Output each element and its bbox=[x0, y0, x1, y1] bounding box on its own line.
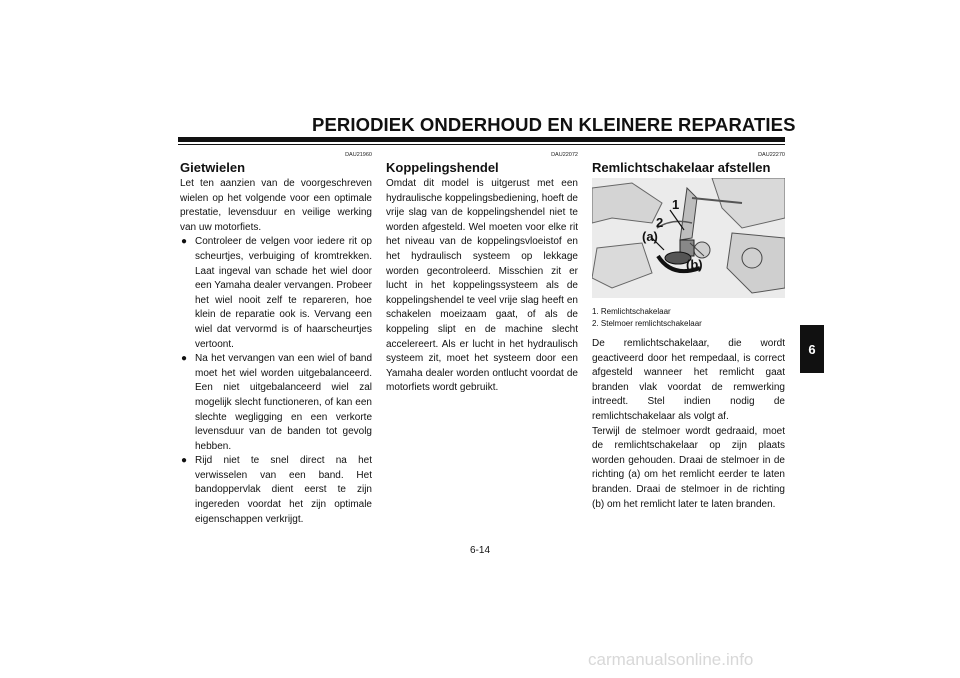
page-number: 6-14 bbox=[469, 545, 490, 556]
bullet-item bbox=[180, 235, 372, 352]
figure-illustration bbox=[592, 178, 785, 298]
section-body: Omdat dit model is uitgerust met een hydraulische koppelingsbediening, hoeft de vrije slag van de koppelingshendel niet te worden afgesteld. Wel moeten voor elke rit het niveau van de koppelingsvloeistof en het hydraulisch systeem op lekkage worden gecontroleerd. Misschien zit er lucht in het koppelingssysteem als de koppelingshendel te veel vrije slag heeft en schakelen moeizaam gaat, of als de koppeling slipt en de machine slecht accelereert. Als er lucht in het hydraulisch systeem zit, moet het systeem door een Yamaha dealer worden ontlucht voordat de motorfiets wordt gebruikt. bbox=[386, 178, 578, 394]
section-remlichtschakelaar bbox=[592, 151, 785, 512]
callout-1: 1 bbox=[672, 197, 680, 212]
section-code: DAU22072 bbox=[551, 152, 578, 158]
header-rule-thin bbox=[178, 144, 785, 145]
section-heading: Remlichtschakelaar afstellen bbox=[592, 160, 771, 175]
callout-b: (b) bbox=[686, 257, 703, 272]
header-rule bbox=[178, 137, 785, 142]
section-gietwielen bbox=[180, 151, 372, 527]
section-koppelingshendel bbox=[386, 151, 578, 396]
section-code: DAU22270 bbox=[758, 152, 785, 158]
bullet-text: Controleer de velgen voor iedere rit op scheurtjes, verbuiging of kromtrekken. Laat ingeval van schade het wiel door een Yamaha dealer vervangen. Probeer het wiel nooit zelf te repareren, hoe klein de reparatie ook is. Vervang een wiel dat vervormd is of haarscheurtjes vertoont. bbox=[195, 236, 372, 350]
bullet-item bbox=[180, 454, 372, 527]
bullet-text: Rijd niet te snel direct na het verwisselen van een band. Het bandoppervlak dient eerst te zijn ingereden voordat het zijn optimale eigenschappen verkrijgt. bbox=[195, 455, 372, 525]
section-body: De remlichtschakelaar, die wordt geactiveerd door het rempedaal, is correct afgesteld wanneer het remlicht gaat branden vlak voordat de remwerking intreedt. Stel indien nodig de remlichtschakelaar als volgt af. bbox=[592, 338, 785, 422]
section-heading: Gietwielen bbox=[180, 160, 246, 175]
caption-item: 2. Stelmoer remlichtschakelaar bbox=[592, 318, 702, 328]
brake-light-switch-figure bbox=[592, 178, 785, 298]
bullet-item bbox=[180, 352, 372, 454]
callout-a: (a) bbox=[642, 229, 658, 244]
section-code: DAU21960 bbox=[345, 152, 372, 158]
caption-item: 1. Remlichtschakelaar bbox=[592, 307, 671, 316]
page-title: PERIODIEK ONDERHOUD EN KLEINERE REPARATIES bbox=[312, 114, 796, 135]
section-intro: Let ten aanzien van de voorgeschreven wielen op het volgende voor een optimale prestatie, levensduur en veilige werking van uw motorfiets. bbox=[180, 178, 372, 233]
bullet-icon: ● bbox=[181, 236, 188, 248]
section-heading: Koppelingshendel bbox=[386, 160, 499, 175]
section-body-2: Terwijl de stelmoer wordt gedraaid, moet de remlichtschakelaar op zijn plaats worden gehouden. Draai de stelmoer in de richting (a) om het remlicht eerder te laten branden. Draai de stelmoer in de richting (b) om het remlicht later te laten branden. bbox=[592, 425, 785, 510]
chapter-tab: 6 bbox=[800, 325, 824, 373]
bullet-icon: ● bbox=[181, 353, 188, 365]
bullet-icon: ● bbox=[181, 455, 188, 467]
watermark: carmanualsonline.info bbox=[588, 650, 754, 669]
bullet-text: Na het vervangen van een wiel of band moet het wiel worden uitgebalanceerd. Een niet uitgebalanceerd wiel zal mogelijk slecht functioneren, of kan een slechte wegligging en een verkorte levensduur van de banden tot gevolg hebben. bbox=[195, 353, 372, 452]
figure-captions bbox=[592, 306, 785, 329]
callout-2: 2 bbox=[656, 215, 664, 230]
